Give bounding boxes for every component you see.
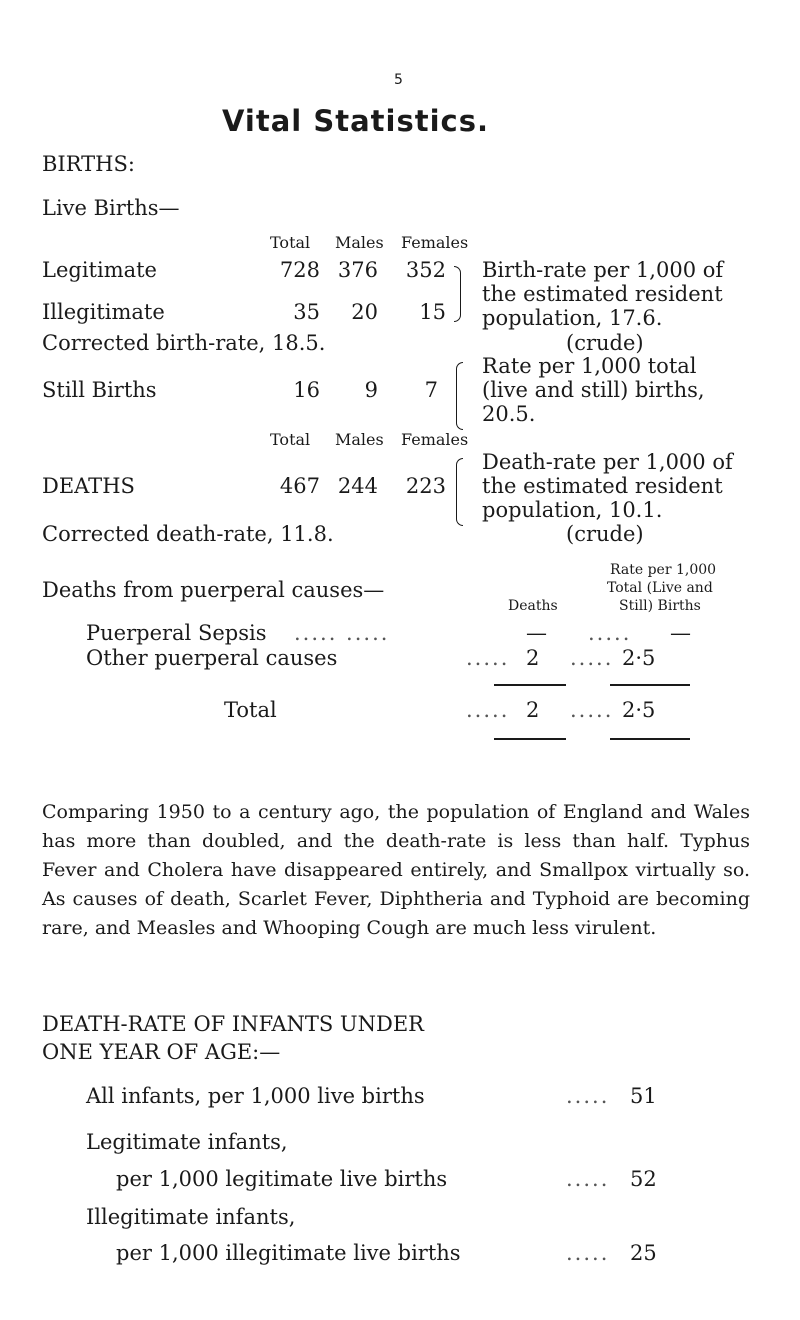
deaths-females: 223 [405, 474, 446, 498]
other-puerperal-label: Other puerperal causes [86, 646, 338, 670]
page-number: 5 [394, 72, 403, 88]
leader-dots: ..... [566, 1167, 610, 1191]
puerperal-sepsis-rate: — [670, 621, 691, 645]
col-total-label: Total [270, 233, 311, 252]
still-rate-note-line2: (live and still) births, [482, 378, 705, 402]
still-rate-note-line1: Rate per 1,000 total [482, 354, 697, 378]
live-births-label: Live Births— [42, 196, 180, 220]
legitimate-infants-label2: per 1,000 legitimate live births [116, 1167, 448, 1191]
leader-dots: ..... ..... [294, 621, 390, 645]
other-puerperal-rate: 2·5 [622, 646, 656, 670]
brace-birth-rate [454, 266, 461, 322]
deaths-col-males-label: Males [335, 430, 384, 449]
puerperal-heading: Deaths from puerperal causes— [42, 578, 385, 602]
illegitimate-infants-value: 25 [630, 1241, 657, 1265]
death-rate-note-line3: population, 10.1. [482, 498, 663, 522]
illegitimate-infants-label2: per 1,000 illegitimate live births [116, 1241, 461, 1265]
col-males-label: Males [335, 233, 384, 252]
death-rate-note-line2: the estimated resident [482, 474, 723, 498]
leader-dots: ..... [466, 698, 510, 722]
infants-heading-line1: DEATH-RATE OF INFANTS UNDER [42, 1012, 424, 1036]
death-rate-note-line1: Death-rate per 1,000 of [482, 450, 733, 474]
leader-dots: ..... [566, 1084, 610, 1108]
puerperal-total-rate: 2·5 [622, 698, 656, 722]
birth-rate-note-line2: the estimated resident [482, 282, 723, 306]
legitimate-females: 352 [405, 258, 446, 282]
legitimate-total: 728 [279, 258, 320, 282]
leader-dots: ..... [570, 698, 614, 722]
birth-rate-note-line4: (crude) [566, 331, 644, 355]
illegitimate-females: 15 [419, 300, 446, 324]
legitimate-label: Legitimate [42, 258, 157, 282]
birth-rate-note-line1: Birth-rate per 1,000 of [482, 258, 724, 282]
leader-dots: ..... [570, 646, 614, 670]
illegitimate-label: Illegitimate [42, 300, 165, 324]
legitimate-infants-label1: Legitimate infants, [86, 1130, 288, 1154]
deaths-males: 244 [337, 474, 378, 498]
deaths-total: 467 [279, 474, 320, 498]
infants-heading-line2: ONE YEAR OF AGE:— [42, 1040, 281, 1064]
still-births-label: Still Births [42, 378, 157, 402]
total-rule-top-rate [610, 684, 690, 686]
illegitimate-total: 35 [293, 300, 320, 324]
birth-rate-note-line3: population, 17.6. [482, 306, 663, 330]
births-heading: BIRTHS: [42, 152, 135, 176]
leader-dots: ..... [466, 646, 510, 670]
brace-death-rate [456, 458, 463, 526]
puerperal-total-deaths: 2 [526, 698, 540, 722]
puerperal-sepsis-label: Puerperal Sepsis [86, 621, 267, 645]
illegitimate-males: 20 [351, 300, 378, 324]
puerperal-total-label: Total [224, 698, 277, 722]
rate-col-line1: Rate per 1,000 [610, 562, 717, 578]
total-rule-bottom-deaths [494, 738, 566, 740]
puerperal-sepsis-deaths: — [526, 621, 547, 645]
commentary-paragraph: Comparing 1950 to a century ago, the population of England and Wales has more than doubled, and the death-rate is less than half. Typhus Fever and Cholera have disappeared entirely, and Smallpox virtually so. As causes of death, Scarlet Fever, Diphtheria and Typhoid are becoming rare, and Measles and Whooping Cough are much less virulent. [42, 801, 750, 939]
still-births-females: 7 [424, 378, 438, 402]
legitimate-infants-value: 52 [630, 1167, 657, 1191]
still-births-total: 16 [293, 378, 320, 402]
col-females-label: Females [401, 233, 469, 252]
rate-col-line3: Still) Births [619, 598, 701, 614]
legitimate-males: 376 [337, 258, 378, 282]
illegitimate-infants-label1: Illegitimate infants, [86, 1205, 296, 1229]
corrected-birth-rate: Corrected birth-rate, 18.5. [42, 331, 326, 355]
brace-still-rate [456, 362, 463, 430]
deaths-col-females-label: Females [401, 430, 469, 449]
death-rate-note-line4: (crude) [566, 522, 644, 546]
other-puerperal-deaths: 2 [526, 646, 540, 670]
rate-col-line2: Total (Live and [607, 580, 713, 596]
total-rule-bottom-rate [610, 738, 690, 740]
still-rate-note-line3: 20.5. [482, 402, 536, 426]
total-rule-top-deaths [494, 684, 566, 686]
deaths-col-label: Deaths [508, 598, 558, 614]
deaths-label: DEATHS [42, 474, 135, 498]
page-title: Vital Statistics. [222, 104, 489, 138]
still-births-males: 9 [364, 378, 378, 402]
all-infants-label: All infants, per 1,000 live births [86, 1084, 425, 1108]
deaths-col-total-label: Total [270, 430, 311, 449]
corrected-death-rate: Corrected death-rate, 11.8. [42, 522, 334, 546]
all-infants-value: 51 [630, 1084, 657, 1108]
leader-dots: ..... [566, 1241, 610, 1265]
leader-dots: ..... [588, 621, 632, 645]
